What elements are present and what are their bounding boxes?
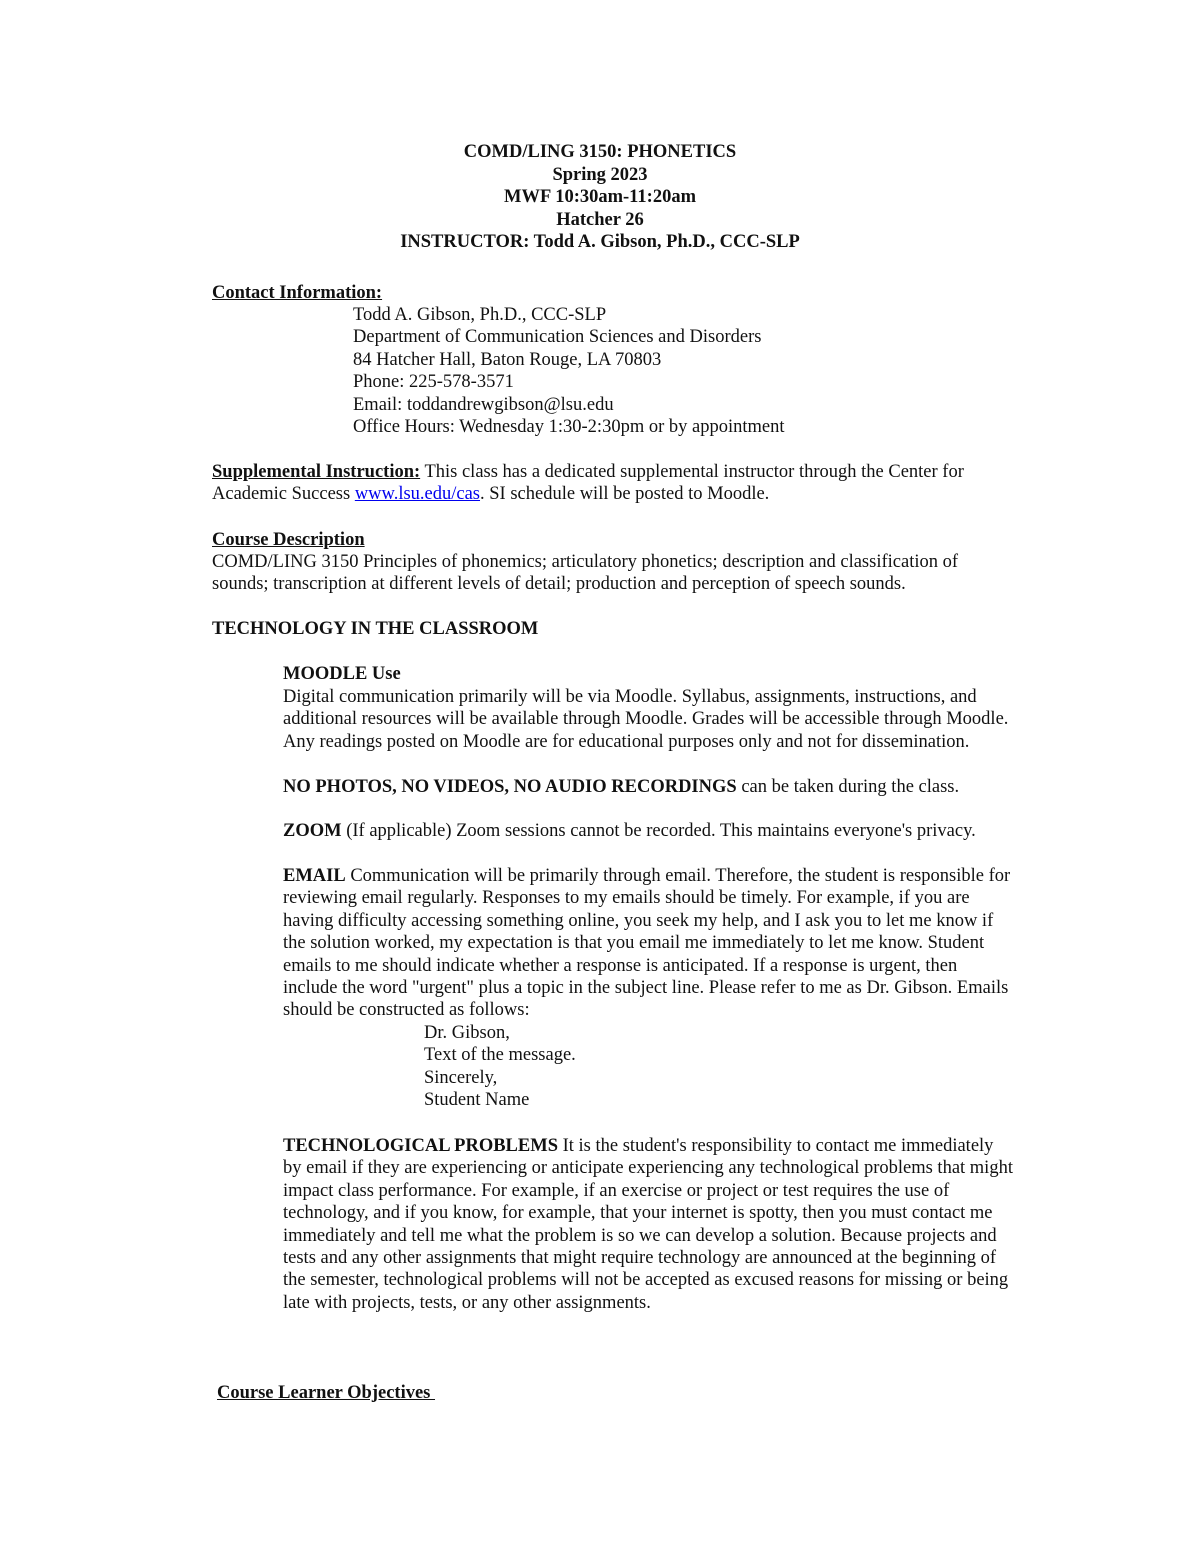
moodle-line: Digital communication primarily will be via Moodle. Syllabus, assignments, instructions, and — [283, 687, 977, 707]
email-line: the solution worked, my expectation is that you email me immediately to let me know. Student — [283, 933, 985, 954]
email-example-signature: Student Name — [424, 1090, 530, 1111]
email-example-body: Text of the message. — [424, 1045, 576, 1066]
email-line: emails to me should indicate whether a response is anticipated. If a response is urgent, then — [283, 955, 958, 976]
supplemental-line-1 — [212, 461, 964, 483]
tech-problems-line: tests and any other assignments that might require technology are announced at the beginning of — [283, 1248, 997, 1269]
email-line: having difficulty accessing something online, you seek my help, and I ask you to let me know if — [283, 910, 994, 931]
moodle-body — [283, 686, 1008, 753]
email-line: include the word "urgent" plus a topic in the subject line. Please refer to me as Dr. Gibson. Emails — [283, 978, 1009, 999]
supplemental-text: This class has a dedicated supplemental instructor through the Center for — [420, 462, 964, 482]
email-line: should be constructed as follows: — [283, 1000, 530, 1021]
tech-problems-line: the semester, technological problems will not be accepted as excused reasons for missing or being — [283, 1270, 1009, 1291]
contact-phone: Phone: 225-578-3571 — [353, 372, 514, 393]
tech-problems-line: immediately and tell me what the problem is so we can develop a solution. Because projects and — [283, 1225, 997, 1246]
email-first-line — [283, 865, 1010, 887]
email-line: reviewing email regularly. Responses to my emails should be timely. For example, if you are — [283, 888, 970, 909]
email-first-text: Communication will be primarily through email. Therefore, the student is responsible for — [345, 866, 1011, 886]
contact-block — [353, 304, 784, 438]
tech-problems-line: impact class performance. For example, if an exercise or project or test requires the use of — [283, 1180, 950, 1201]
supplemental-heading: Supplemental Instruction: — [212, 462, 421, 482]
zoom-text: (If applicable) Zoom sessions cannot be recorded. This maintains everyone's privacy. — [341, 821, 976, 841]
zoom-label: ZOOM — [283, 821, 342, 841]
email-example-closing: Sincerely, — [424, 1067, 498, 1088]
no-recordings-paragraph — [283, 776, 959, 798]
cas-link[interactable]: www.lsu.edu/cas — [354, 484, 481, 504]
zoom-paragraph — [283, 820, 976, 842]
tech-problems-paragraph — [283, 1135, 1013, 1314]
tech-problems-label: TECHNOLOGICAL PROBLEMS — [283, 1136, 558, 1156]
course-title: COMD/LING 3150: PHONETICS — [463, 142, 737, 162]
contact-heading: Contact Information: — [212, 283, 383, 303]
course-room: Hatcher 26 — [556, 210, 644, 230]
contact-address: 84 Hatcher Hall, Baton Rouge, LA 70803 — [353, 349, 662, 370]
no-recordings-text: can be taken during the class. — [736, 777, 960, 797]
course-description-heading: Course Description — [212, 530, 365, 550]
tech-problems-line: by email if they are experiencing or anticipate experiencing any technological problems that might — [283, 1158, 1013, 1179]
moodle-line: Any readings posted on Moodle are for educational purposes only and not for dissemination. — [283, 731, 970, 752]
email-example-greeting: Dr. Gibson, — [424, 1023, 510, 1043]
moodle-heading: MOODLE Use — [283, 664, 401, 684]
course-term: Spring 2023 — [552, 165, 648, 185]
tech-problems-first-text: It is the student's responsibility to contact me immediately — [557, 1136, 994, 1156]
supplemental-text-2: Academic Success — [212, 484, 355, 504]
contact-name: Todd A. Gibson, Ph.D., CCC-SLP — [353, 305, 607, 325]
contact-department: Department of Communication Sciences and Disorders — [353, 327, 762, 348]
no-recordings-label: NO PHOTOS, NO VIDEOS, NO AUDIO RECORDINGS — [283, 777, 737, 797]
contact-office-hours: Office Hours: Wednesday 1:30-2:30pm or by appointment — [353, 417, 785, 438]
course-instructor: INSTRUCTOR: Todd A. Gibson, Ph.D., CCC-SLP — [400, 232, 800, 252]
course-description-line: COMD/LING 3150 Principles of phonemics; articulatory phonetics; description and classification of — [212, 552, 959, 572]
objectives-heading: Course Learner Objectives — [217, 1383, 436, 1403]
tech-problems-line: technology, and if you know, for example, that your internet is spotty, then you must contact me — [283, 1203, 993, 1224]
course-description-body — [212, 551, 958, 596]
email-label: EMAIL — [283, 866, 346, 886]
course-schedule: MWF 10:30am-11:20am — [504, 187, 696, 207]
email-example — [424, 1022, 576, 1112]
email-paragraph — [283, 865, 1010, 1022]
moodle-line: additional resources will be available through Moodle. Grades will be accessible through Moodle. — [283, 709, 1009, 730]
tech-problems-line: late with projects, tests, or any other assignments. — [283, 1292, 651, 1313]
supplemental-line-2 — [212, 483, 769, 505]
contact-email: Email: toddandrewgibson@lsu.edu — [353, 394, 614, 415]
tech-problems-first-line — [283, 1135, 1013, 1157]
supplemental-text-3: . SI schedule will be posted to Moodle. — [480, 484, 770, 504]
course-description-line: sounds; transcription at different levels of detail; production and perception of speech sounds. — [212, 574, 906, 595]
technology-heading: TECHNOLOGY IN THE CLASSROOM — [212, 619, 539, 639]
